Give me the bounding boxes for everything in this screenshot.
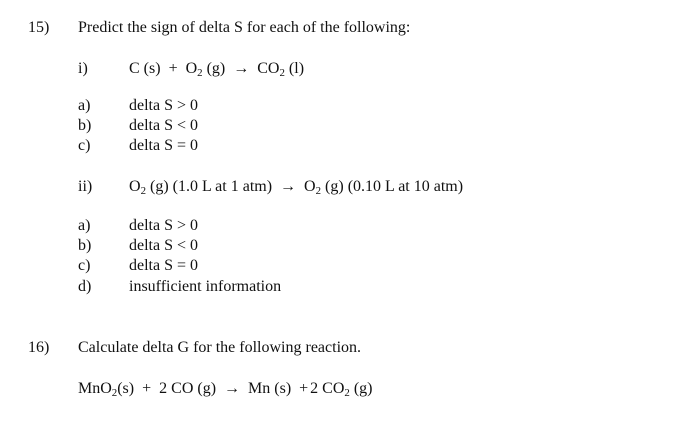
reactant-co: 2 CO (g) — [159, 380, 217, 397]
part-ii-option-c-label: c) — [78, 257, 91, 274]
part-ii-option-d-text: insufficient information — [129, 278, 282, 295]
part-i-label: i) — [78, 60, 88, 77]
part-i-option-a-text: delta S > 0 — [129, 97, 199, 114]
reaction-arrow-icon: → — [224, 380, 241, 397]
part-ii-option-a-text: delta S > 0 — [129, 217, 199, 234]
product-mn: Mn (s) — [248, 380, 292, 397]
part-i-option-b-text: delta S < 0 — [129, 117, 199, 134]
reactant-oxygen: $O_2$ (g) — [185, 60, 226, 80]
question-16-reaction — [78, 380, 373, 400]
product-co2: 2 $CO_2$ (g) — [310, 380, 373, 400]
part-i-option-c-text: delta S = 0 — [129, 137, 199, 154]
part-ii-option-d-label: d) — [78, 278, 92, 295]
reactant-carbon: C (s) — [129, 60, 161, 77]
plus-sign: + — [142, 380, 152, 397]
part-i-option-a-label: a) — [78, 97, 91, 114]
product-oxygen-10atm: $O_2$ (g) (0.10 L at 10 atm) — [304, 178, 464, 198]
plus-sign: + — [168, 60, 178, 77]
reactant-oxygen-1atm: $O_2$ (g) (1.0 L at 1 atm) — [129, 178, 273, 198]
reaction-arrow-icon: → — [280, 178, 297, 195]
part-ii-reaction — [129, 178, 464, 198]
question-15-number: 15) — [28, 19, 50, 36]
reactant-mno2: MnO$_2$(s) — [78, 380, 135, 400]
reaction-arrow-icon: → — [233, 60, 250, 77]
plus-sign: + — [299, 380, 309, 397]
product-co2: $CO_2$ (l) — [257, 60, 305, 80]
part-i-reaction — [129, 60, 305, 80]
question-16-prompt: Calculate delta G for the following reaction. — [78, 339, 362, 356]
part-i-option-c-label: c) — [78, 137, 91, 154]
question-15-prompt: Predict the sign of delta S for each of the following: — [78, 19, 411, 36]
question-16-number: 16) — [28, 339, 50, 356]
part-ii-option-a-label: a) — [78, 217, 91, 234]
part-ii-option-b-text: delta S < 0 — [129, 237, 199, 254]
part-ii-option-c-text: delta S = 0 — [129, 257, 199, 274]
part-i-option-b-label: b) — [78, 117, 92, 134]
part-ii-label: ii) — [78, 178, 93, 195]
part-ii-option-b-label: b) — [78, 237, 92, 254]
